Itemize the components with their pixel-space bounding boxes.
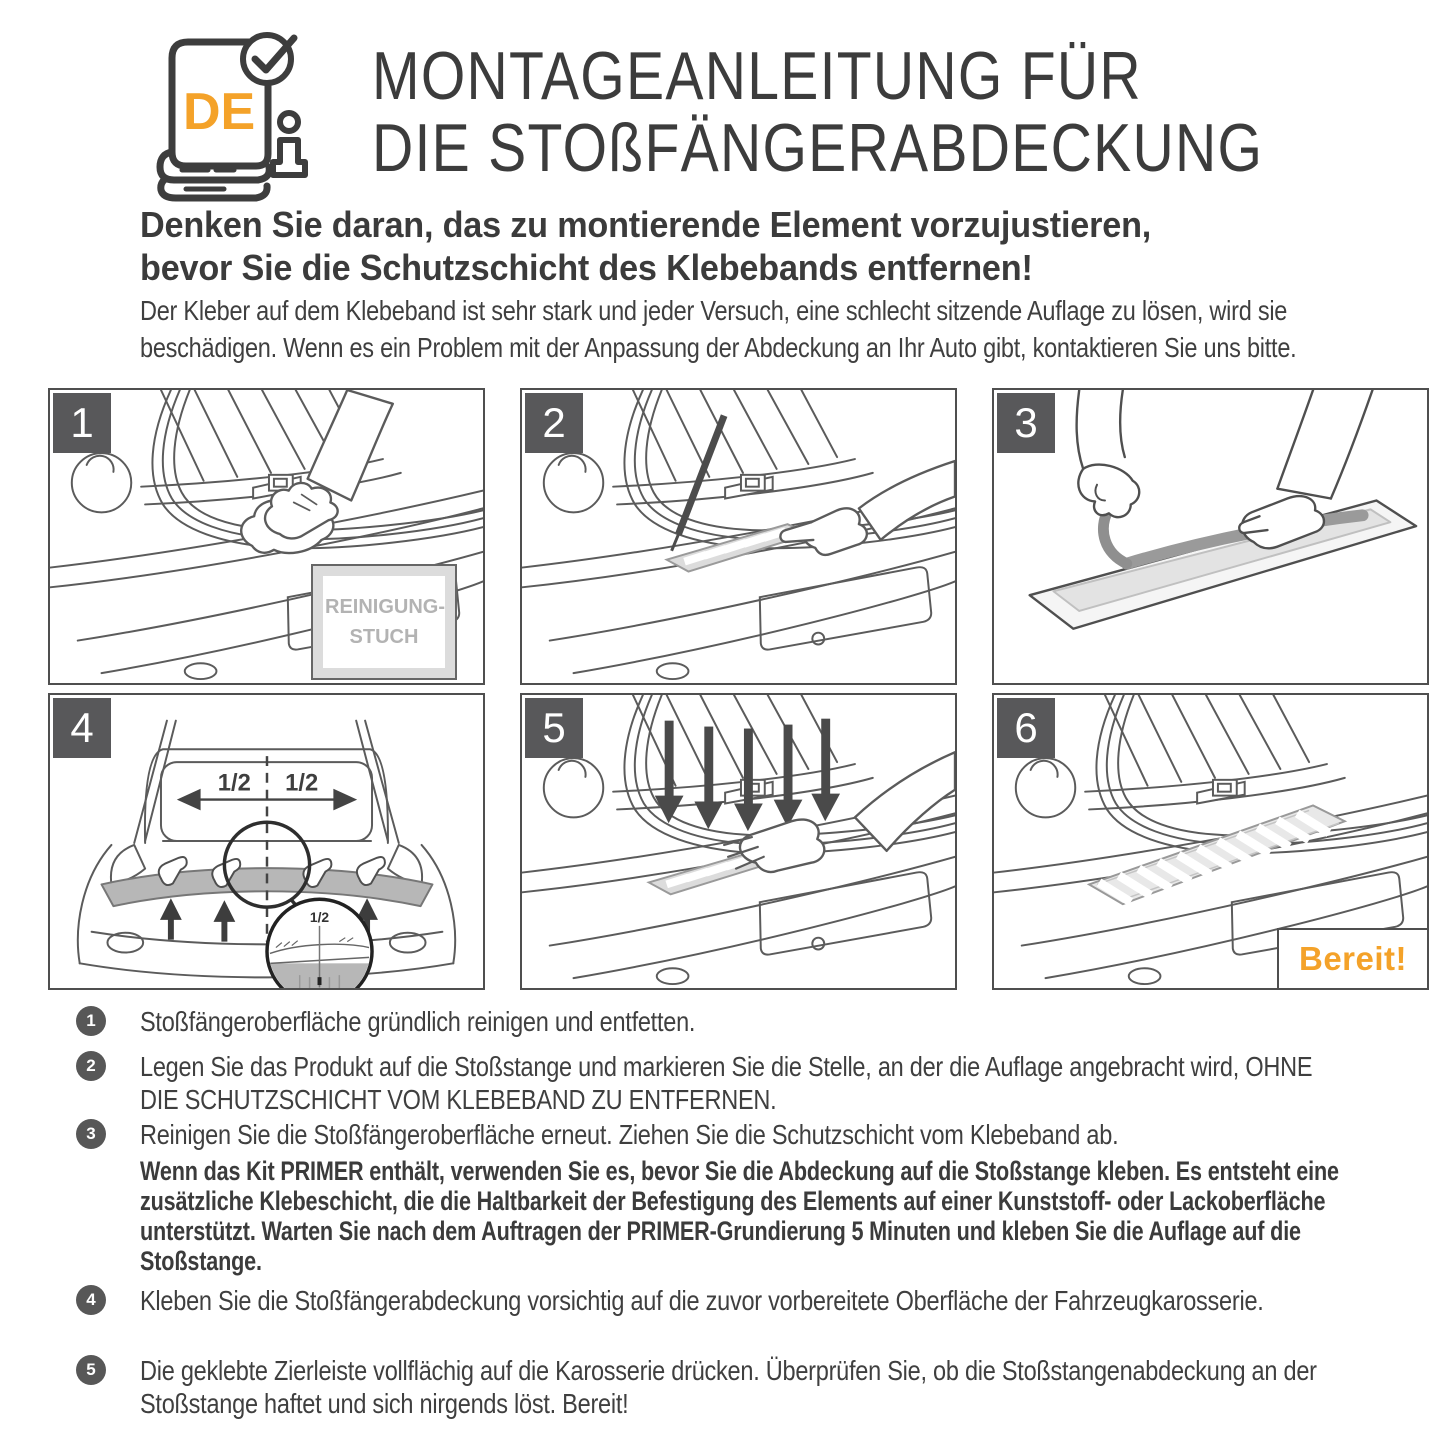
press-down-illustration bbox=[522, 695, 955, 988]
step-item-5 bbox=[86, 1354, 1445, 1420]
page-title-line1: MONTAGEANLEITUNG FÜR bbox=[372, 38, 1142, 114]
instruction-panel-3 bbox=[992, 388, 1429, 685]
peel-film-illustration bbox=[994, 390, 1427, 683]
step-text: Stoßfängeroberfläche gründlich reinigen und entfetten. bbox=[140, 1006, 696, 1037]
page-title-line2: DIE STOßFÄNGERABDECKUNG bbox=[372, 110, 1264, 186]
panel-number-badge: 1 bbox=[53, 393, 111, 453]
cleaning-cloth-label-line1: REINIGUNG- bbox=[325, 596, 445, 618]
panel-number-badge: 6 bbox=[997, 698, 1055, 758]
cleaning-cloth-label-line2: STUCH bbox=[349, 626, 419, 648]
press-arrows bbox=[655, 719, 840, 831]
instruction-panel-1 bbox=[48, 388, 485, 685]
step-item-2 bbox=[86, 1050, 1445, 1116]
step-item-3 bbox=[86, 1118, 1445, 1151]
warning-text bbox=[140, 203, 1204, 289]
instruction-panel-6 bbox=[992, 693, 1429, 990]
step-text: Kleben Sie die Stoßfängerabdeckung vorsichtig auf die zuvor vorbereitete Oberfläche der Fahrzeugkarosserie. bbox=[140, 1285, 1264, 1316]
intro-paragraph: Der Kleber auf dem Klebeband ist sehr stark und jeder Versuch, eine schlecht sitzende Auflage zu lösen, wird sie beschädigen. Wenn es ein Problem mit der Anpassung der Abdeckung an Ihr Auto gibt, kontaktieren Sie uns bitte. bbox=[140, 295, 1297, 363]
step-item-4 bbox=[86, 1284, 1445, 1317]
step-number-bullet: 3 bbox=[76, 1119, 106, 1149]
step-text: Legen Sie das Produkt auf die Stoßstange und markieren Sie die Stelle, an der die Auflage angebracht wird, OHNE DIE SCHUTZSCHICHT VOM KLEBEBAND ZU ENTFERNEN. bbox=[140, 1051, 1313, 1115]
step-text: Die geklebte Zierleiste vollflächig auf die Karosserie drücken. Überprüfen Sie, ob die Stoßstangenabdeckung an der Stoßstange haftet und sich nirgends löst. Bereit! bbox=[140, 1355, 1317, 1419]
half-left-label: 1/2 bbox=[217, 770, 251, 797]
info-icon bbox=[273, 113, 305, 175]
ready-label-box bbox=[1277, 928, 1429, 990]
step-number-bullet: 2 bbox=[76, 1051, 106, 1081]
cleaning-cloth-label-box bbox=[311, 564, 457, 680]
instruction-panel-4 bbox=[48, 693, 485, 990]
magnifier-detail bbox=[224, 822, 375, 988]
arm-outline bbox=[308, 390, 393, 500]
step-number-bullet: 1 bbox=[76, 1006, 106, 1036]
instruction-panel-2 bbox=[520, 388, 957, 685]
mark-position-illustration bbox=[522, 390, 955, 683]
step-number-bullet: 4 bbox=[76, 1285, 106, 1315]
step-number-bullet: 5 bbox=[76, 1355, 106, 1385]
panel-number-badge: 5 bbox=[525, 698, 583, 758]
checkmark-icon bbox=[243, 35, 294, 83]
ready-label: Bereit! bbox=[1298, 940, 1408, 977]
page-title bbox=[372, 40, 1433, 184]
panel-number-badge: 2 bbox=[525, 393, 583, 453]
manual-header-icon bbox=[136, 26, 321, 216]
instruction-panel-grid bbox=[48, 388, 1429, 990]
center-alignment-illustration bbox=[50, 695, 483, 988]
half-right-label: 1/2 bbox=[285, 770, 319, 797]
warning-line1: Denken Sie daran, das zu montierende Element vorzujustieren, bbox=[140, 204, 1152, 245]
instruction-panel-5 bbox=[520, 693, 957, 990]
half-zoom-label: 1/2 bbox=[309, 908, 330, 925]
marker-pen bbox=[679, 416, 725, 534]
panel-number-badge: 4 bbox=[53, 698, 111, 758]
language-badge: DE bbox=[183, 83, 256, 141]
panel-number-badge: 3 bbox=[997, 393, 1055, 453]
step-text: Reinigen Sie die Stoßfängeroberfläche erneut. Ziehen Sie die Schutzschicht vom Klebeband ab. bbox=[140, 1119, 1119, 1150]
step-item-1 bbox=[86, 1005, 1445, 1038]
warning-line2: bevor Sie die Schutzschicht des Klebebands entfernen! bbox=[140, 247, 1033, 288]
pinching-hand bbox=[1078, 465, 1139, 518]
primer-bold-note: Wenn das Kit PRIMER enthält, verwenden Sie es, bevor Sie die Abdeckung auf die Stoßstange kleben. Es entsteht eine zusätzliche Klebeschicht, die die Haltbarkeit der Befestigung des Elements auf einer Kunststoff- oder Lackoberfläche unterstützt. Warten Sie nach dem Auftragen der PRIMER-Grundierung 5 Minuten und kleben Sie die Auflage auf die Stoßstange. bbox=[140, 1156, 1339, 1276]
